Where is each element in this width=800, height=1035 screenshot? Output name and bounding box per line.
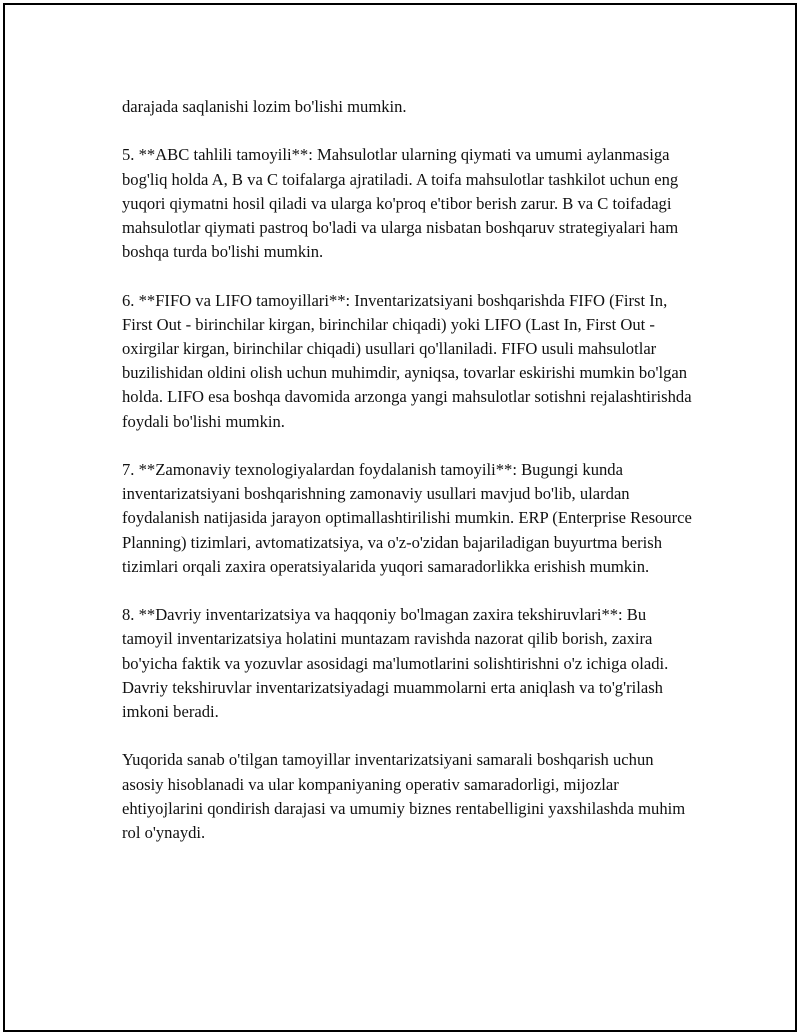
document-body: [122, 95, 692, 869]
document-page: [3, 3, 797, 1032]
paragraph-conclusion: Yuqorida sanab o'tilgan tamoyillar inventarizatsiyani samarali boshqarish uchun asosiy hisoblanadi va ular kompaniyaning operativ samaradorligi, mijozlar ehtiyojlarini qondirish darajasi va umumiy biznes rentabelligini yaxshilashda muhim rol o'ynaydi.: [122, 750, 686, 843]
paragraph-fifo-lifo: 6. **FIFO va LIFO tamoyillari**: Inventarizatsiyani boshqarishda FIFO (First In, First Out - birinchilar kirgan, birinchilar chiqadi) yoki LIFO (Last In, First Out - oxirgilar kirgan, birinchilar chiqadi) usullari qo'llaniladi. FIFO usuli mahsulotlar buzilishidan oldini olish uchun muhimdir, ayniqsa, tovarlar eskirishi mumkin bo'lgan holda. LIFO esa boshqa davomida arzonga yangi mahsulotlar sotishni rejalashtirishda foydali bo'lishi mumkin.: [122, 290, 692, 431]
paragraph-continuation: darajada saqlanishi lozim bo'lishi mumkin.: [122, 97, 407, 116]
paragraph-abc-analysis: 5. **ABC tahlili tamoyili**: Mahsulotlar ularning qiymati va umumi aylanmasiga bog'liq holda A, B va C toifalarga ajratiladi. A toifa mahsulotlar tashkilot uchun eng yuqori qiymatni hosil qiladi va ularga ko'proq e'tibor berish zarur. B va C toifadagi mahsulotlar qiymati pastroq bo'ladi va ularga nisbatan boshqaruv strategiyalari ham boshqa turda bo'lishi mumkin.: [122, 145, 679, 262]
paragraph-periodic-inventory: 8. **Davriy inventarizatsiya va haqqoniy bo'lmagan zaxira tekshiruvlari**: Bu tamoyil inventarizatsiya holatini muntazam ravishda nazorat qilib borish, zaxira bo'yicha faktik va yozuvlar asosidagi ma'lumotlarini solishtirishni o'z ichiga oladi. Davriy tekshiruvlar inventarizatsiyadagi muammolarni erta aniqlash va to'g'rilash imkoni beradi.: [122, 605, 669, 722]
paragraph-modern-technologies: 7. **Zamonaviy texnologiyalardan foydalanish tamoyili**: Bugungi kunda inventarizatsiyani boshqarishning zamonaviy usullari mavjud bo'lib, ulardan foydalanish natijasida jarayon optimallashtirilishi mumkin. ERP (Enterprise Resource Planning) tizimlari, avtomatizatsiya, va o'z-o'zidan bajariladigan buyurtma berish tizimlari orqali zaxira operatsiyalarida yuqori samaradorlikka erishish mumkin.: [122, 460, 692, 576]
